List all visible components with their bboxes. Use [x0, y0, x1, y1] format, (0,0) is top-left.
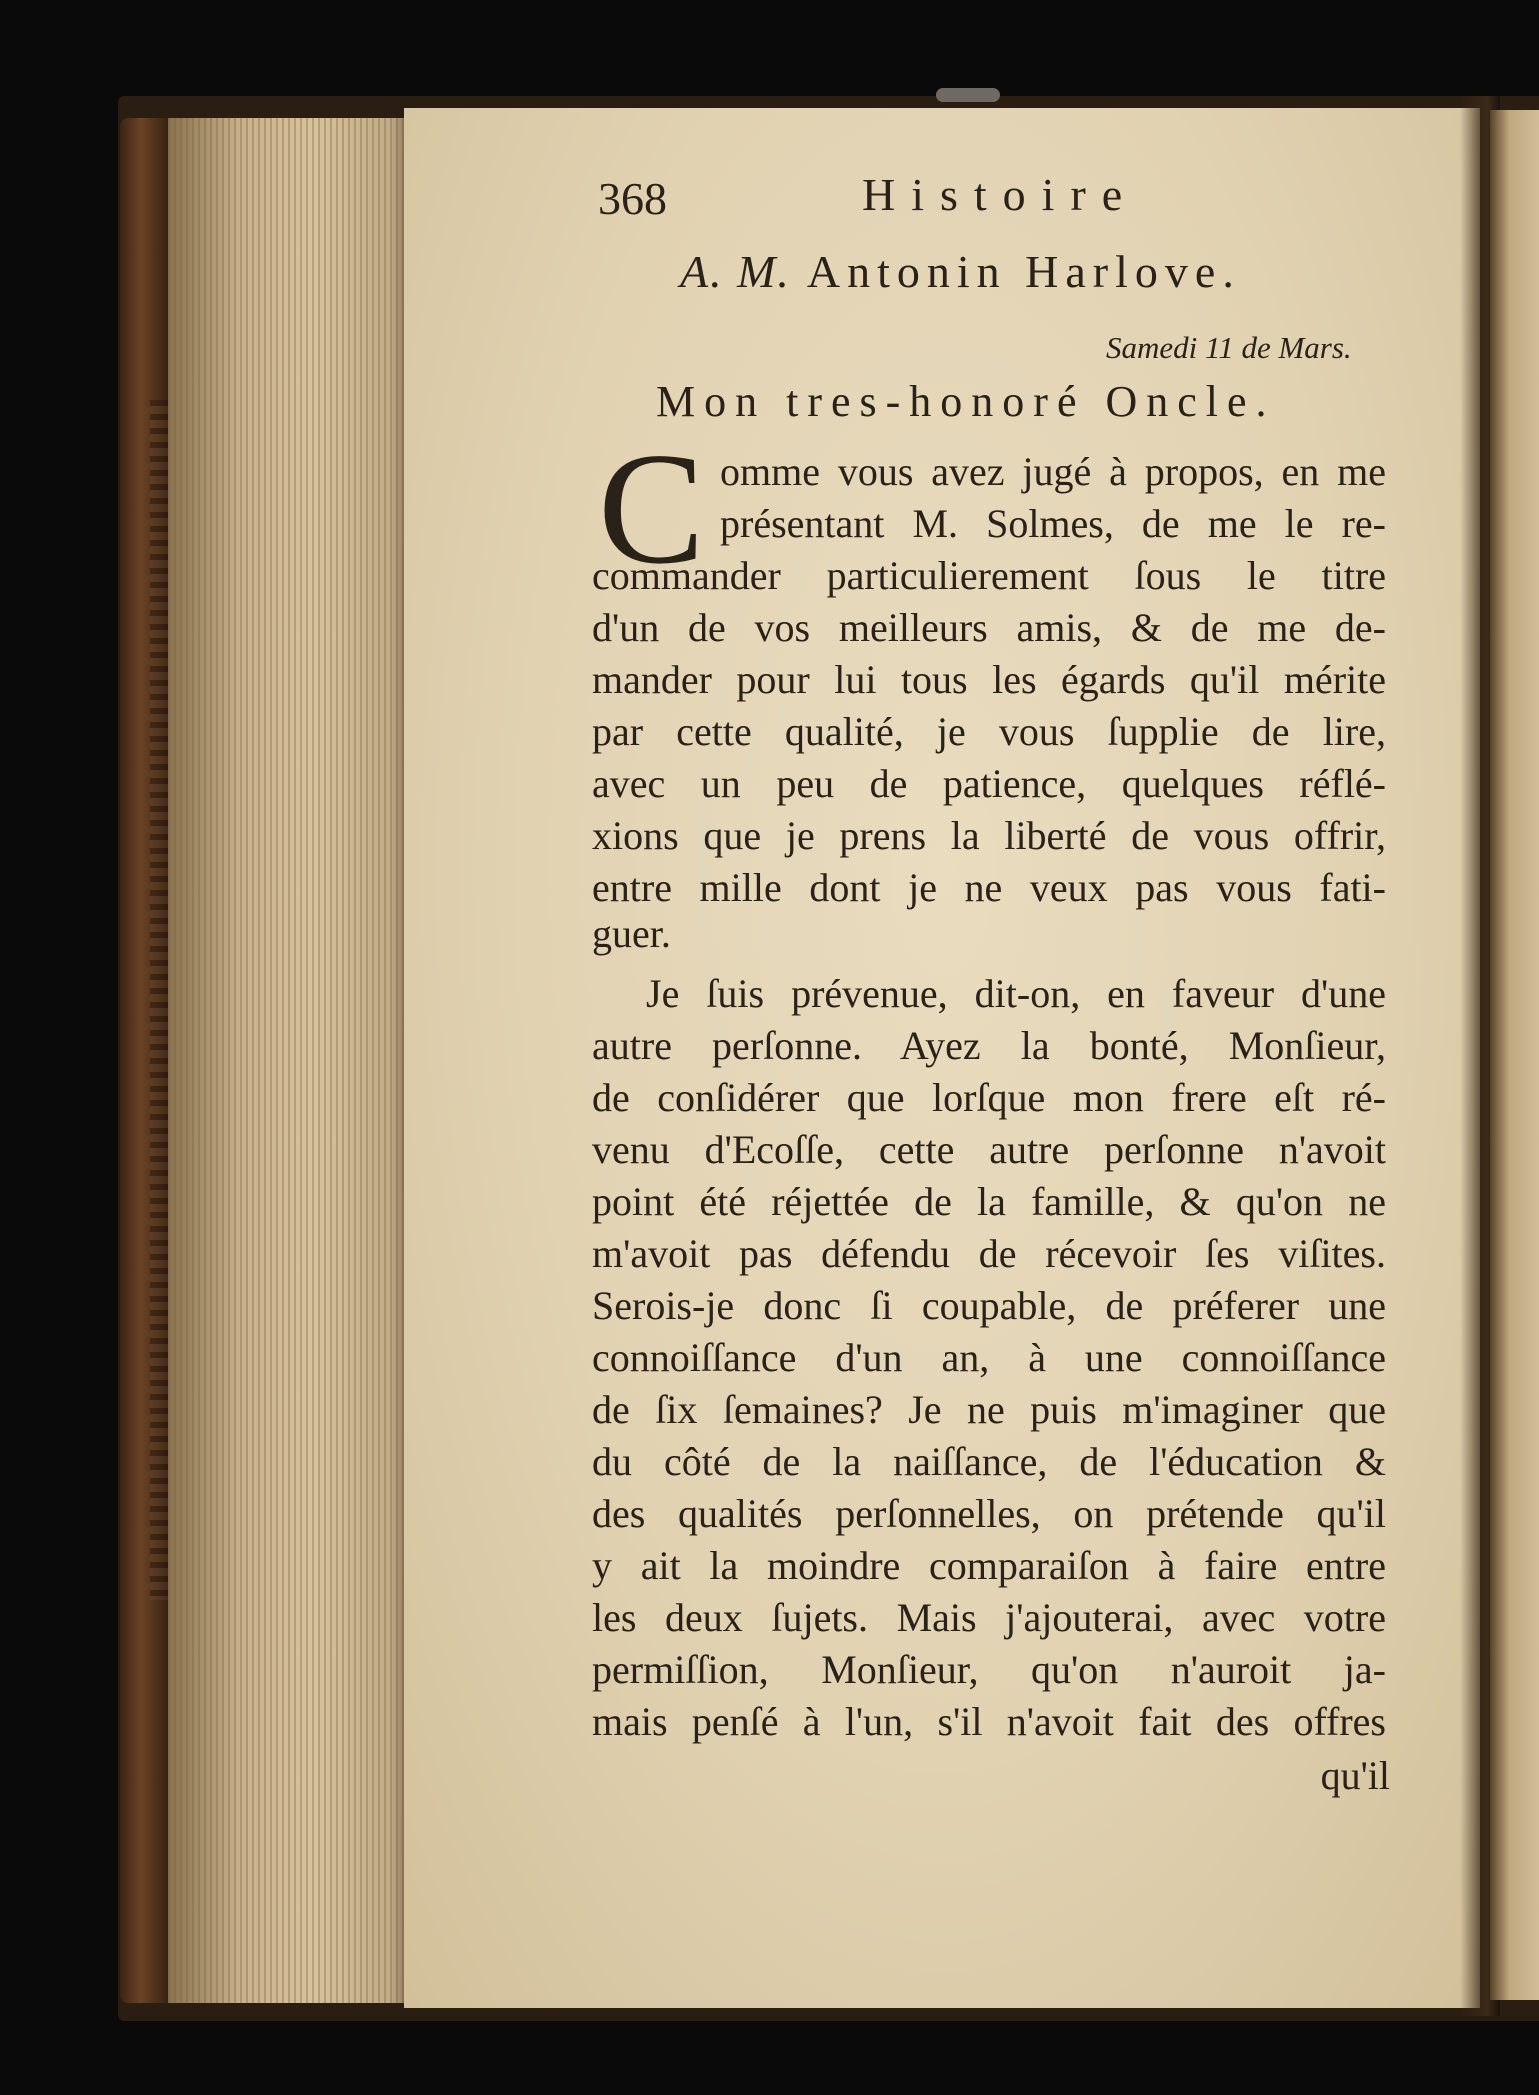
text-line: y ait la moindre comparaiſon à faire entre [592, 1543, 1386, 1588]
text-line: Serois-je donc ſi coupable, de préferer une [592, 1283, 1386, 1328]
text-line: présentant M. Solmes, de me le re- [720, 501, 1386, 546]
facing-page [1490, 110, 1539, 2000]
text-line: mander pour lui tous les égards qu'il mérite [592, 657, 1386, 702]
text-line: commander particulierement ſous le titre [592, 553, 1386, 598]
page-edges [168, 118, 408, 2003]
text-line: connoiſſance d'un an, à une connoiſſance [592, 1335, 1386, 1380]
salutation: Mon tres-honoré Oncle. [656, 377, 1276, 426]
text-line: omme vous avez jugé à propos, en me [720, 449, 1386, 494]
address-initials: A. M. [680, 246, 791, 297]
page-number: 368 [598, 173, 667, 224]
text-line: avec un peu de patience, quelques réflé- [592, 761, 1386, 806]
running-head: Histoire [862, 169, 1139, 220]
drop-cap: C [598, 419, 705, 597]
text-line: des qualités perſonnelles, on prétende qu'il [592, 1491, 1386, 1536]
text-line: d'un de vos meilleurs amis, & de me de- [592, 605, 1386, 650]
dateline: Samedi 11 de Mars. [1106, 330, 1352, 365]
text-line: mais penſé à l'un, s'il n'avoit fait des offres [592, 1699, 1386, 1744]
text-line: autre perſonne. Ayez la bonté, Monſieur, [592, 1023, 1386, 1068]
text-line: point été réjettée de la famille, & qu'on ne [592, 1179, 1386, 1224]
text-line: guer. [592, 911, 671, 956]
text-line: du côté de la naiſſance, de l'éducation & [592, 1439, 1386, 1484]
text-line: entre mille dont je ne veux pas vous fati- [592, 865, 1386, 910]
text-line: venu d'Ecoſſe, cette autre perſonne n'avoit [592, 1127, 1386, 1172]
clip-marker [936, 88, 1000, 102]
text-line: les deux ſujets. Mais j'ajouterai, avec votre [592, 1595, 1386, 1640]
text-line: permiſſion, Monſieur, qu'on n'auroit ja- [592, 1647, 1386, 1692]
text-line: m'avoit pas défendu de récevoir ſes viſites. [592, 1231, 1386, 1276]
catchword: qu'il [1320, 1753, 1390, 1798]
text-line: par cette qualité, je vous ſupplie de lire, [592, 709, 1386, 754]
address-name: Antonin Harlove. [806, 246, 1241, 297]
text-line: de ſix ſemaines? Je ne puis m'imaginer que [592, 1387, 1386, 1432]
text-line: xions que je prens la liberté de vous offrir, [592, 813, 1386, 858]
letter-address [680, 245, 1241, 298]
text-line: de conſidérer que lorſque mon frere eſt ré- [592, 1075, 1386, 1120]
text-line: Je ſuis prévenue, dit-on, en faveur d'une [646, 971, 1386, 1016]
